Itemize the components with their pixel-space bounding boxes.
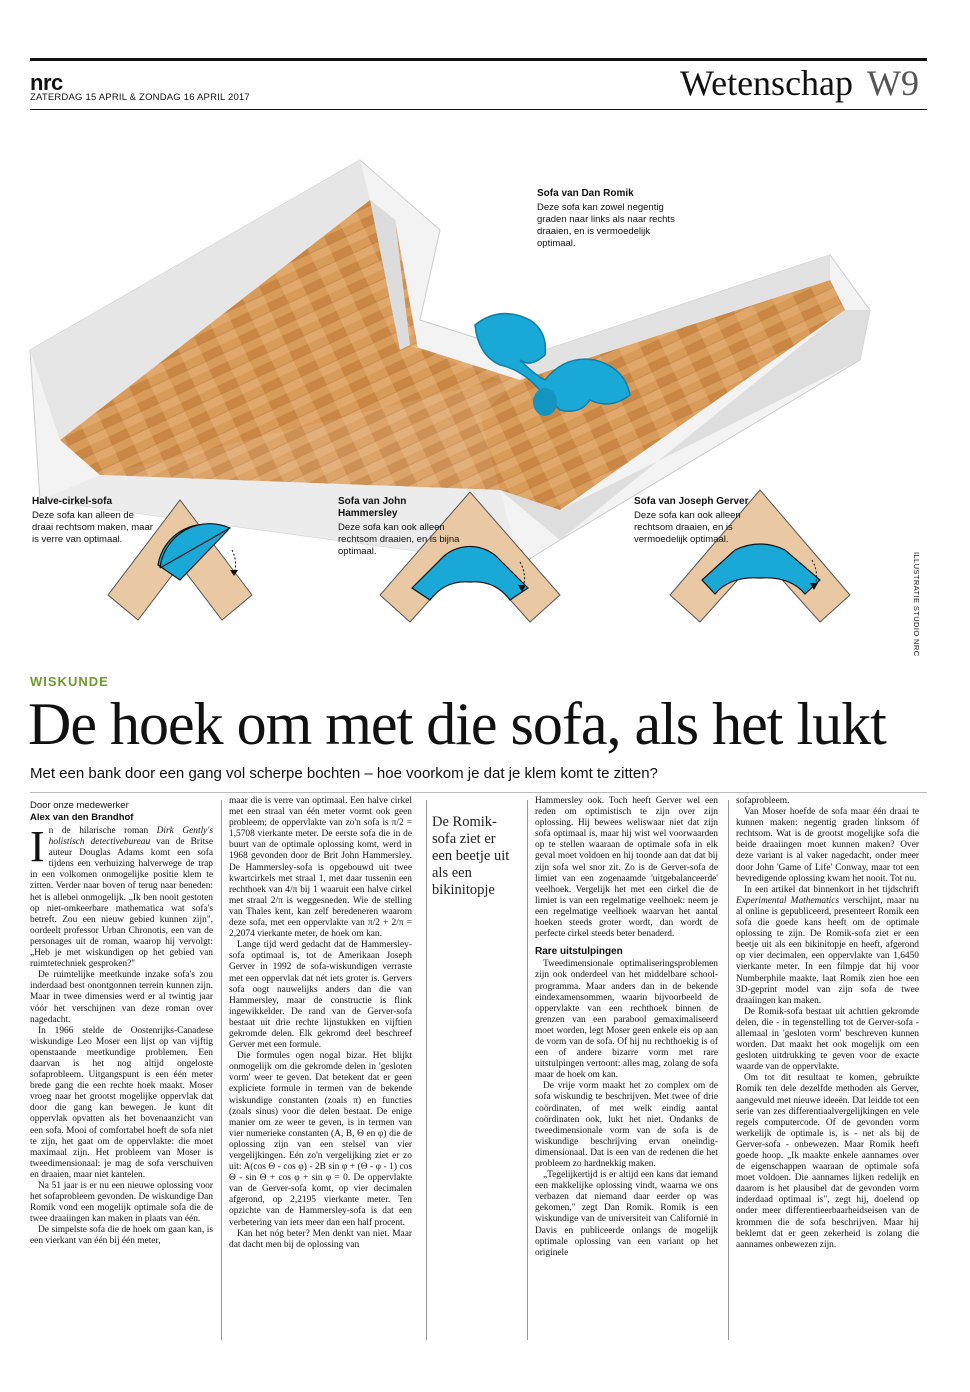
top-rule — [30, 58, 927, 61]
paragraph: sofaprobleem. — [736, 796, 790, 806]
sofa-illustration — [0, 110, 970, 670]
caption-hammersley: Sofa van John Hammersley Deze sofa kan ook alleen rechtsom draaien, en is bijna optimaal. — [338, 496, 460, 557]
byline — [30, 800, 133, 824]
section-title — [680, 62, 919, 104]
brand-logo: nrc — [30, 70, 63, 95]
paragraph: Tweedimensionale optimaliseringsproblemen zijn ook onderdeel van het middelbare school-programma. Maar anders dan in de bekende eindexamensommen, waarin bijvoorbeeld de oppervlakte van een rechthoek binnen de grenzen van een parabool gemaximaliseerd moet worden, legt Moser geen enkele eis op aan de vorm van de sofa. Of hij nu rechthoekig is of een of andere bizarre vorm met rare uitstulpingen vertoont: alles mag, zolang de sofa maar de hoek om kan. — [535, 959, 718, 1081]
article-column-1 — [30, 822, 213, 1248]
headline: De hoek om met die sofa, als het lukt — [28, 691, 886, 757]
author: Alex van den Brandhof — [30, 812, 134, 823]
article-column-2 — [229, 796, 412, 1251]
paragraph: Kan het nóg beter? Men denkt van niet. Maar dat dacht men bij de oplossing van — [229, 1228, 412, 1250]
paragraph: maar die is verre van optimaal. Een halve cirkel met een straal van één meter vormt ook geen probleem; de oppervlakte van zo'n sofa is π/2 = 1,5708 vierkante meter. De eerste sofa die in de buurt van de optimale oplossing komt, werd in 1968 gevonden door de Brit John Hammersley. De Hammersley-sofa is opgebouwd uit twee kwartcirkels met straal 1, met daar tussenin een rechthoek van 4/π bij 1 waaruit een halve cirkel met straal 2/π is weggesneden. Wie de stelling van Thales kent, kan zelf beredeneren waarom deze sofa, met een oppervlakte van π/2 + 2/π = 2,2074 vierkante meter, de hoek om kan. — [229, 796, 412, 940]
byline-pre: Door onze medewerker — [30, 800, 129, 811]
intro: Met een bank door een gang vol scherpe bochten – hoe voorkom je dat je klem komt te zitten? — [30, 765, 658, 782]
paragraph: Die formules ogen nogal bizar. Het blijkt onmogelijk om die gekromde delen in 'gesloten vorm' weer te geven. Dat betekent dat er geen expliciete formule in termen van de bekende wiskundige constanten (zoals π) en functies (zoals sinus) voor die delen bestaat. De enige manier om ze weer te geven, is in termen van vier numerieke constanten (A, B, Θ en φ) die de oplossing zijn van een stelsel van vier vergelijkingen. Eén zo'n vergelijking ziet er zo uit: A(cos Θ - cos φ) - 2B sin φ + (Θ - φ - 1) cos Θ - sin Θ + cos φ + sin φ = 0. De oppervlakte van de Gerver-sofa komt, op vier decimalen afgerond, op 2,2195 vierkante meter. Ten opzichte van de Hammersley-sofa is dat een verbetering van iets meer dan een half procent. — [229, 1051, 412, 1228]
paragraph: „Tegelijkertijd is er altijd een kans dat iemand een makkelijke oplossing vindt, waarna we ons verbazen dat niemand daar eerder op was gekomen," zegt Dan Romik. Romik is een wiskundige van de universiteit van Californië in Davis en publiceerde onlangs de mogelijk optimale oplossing van een variant op het originele — [535, 1170, 718, 1258]
paragraph: Na 51 jaar is er nu een nieuwe oplossing voor het sofaprobleem gevonden. De wiskundige Dan Romik vond een mogelijk optimale sofa die de twee draaiingen kan maken in plaats van één. — [30, 1181, 213, 1225]
kicker: WISKUNDE — [30, 674, 109, 689]
pull-quote: De Romik-sofa ziet er een beetje uit als een bikinitopje — [432, 814, 510, 898]
paragraph: Van Moser hoefde de sofa maar één draai te kunnen maken: negentig graden linksom óf rechtsom. Wat is de grootst mogelijke sofa die beide draaiingen moet kunnen maken? Over deze variant is al vaker nagedacht, onder meer door John 'Game of Life' Conway, maar tot een bevredigende oplossing kwam het nooit. Tot nu. — [736, 807, 919, 884]
paragraph: Om tot dit resultaat te komen, gebruikte Romik ten dele dezelfde methoden als Gerver, aangevuld met nieuwe ideeën. Dat leidde tot een serie van zes differentiaalvergelijkingen en vele regels computercode. Of de gevonden vorm werkelijk de optimale is, is - net als bij de Gerver-sofa - onbewezen. Maar Romik heeft goede hoop. „Ik maakte enkele aannames over de eigenschappen waaraan de optimale sofa moet voldoen. Die aannames lijken redelijk en daarom is het plausibel dat de gevonden vorm inderdaad optimaal is", zegt hij, doelend op onder meer differentieerbaarheidseisen van de krommen die de sofa beschrijven. Maar hij beklemt dat er geen zekerheid is zolang die aannames onbewezen zijn. — [736, 1073, 919, 1250]
paragraph: n de hilarische roman Dirk Gently's holistisch detectivebureau van de Britse auteur Douglas Adams komt een sofa tijdens een verhuizing halverwege de trap in een volkomen onmogelijke positie klem te zitten. Verder naar boven of terug naar beneden: het is allebei onmogelijk. „Ik ben nooit gestoten op niet-omkeerbare mathematica wat sofa's betreft. Zou een nieuw gebied kunnen zijn", oordeelt professor Urban Chronotis, een van de personages uit de roman, waarop hij vervolgt: „Heb je met wiskundigen op het gebied van ruimtetechniek gesproken?" — [30, 826, 213, 970]
caption-halfcircle: Halve-cirkel-sofa Deze sofa kan alleen de draai rechtsom maken, maar is verre van optimaal. — [32, 496, 153, 545]
page-number: W9 — [867, 63, 920, 103]
issue-date: ZATERDAG 15 APRIL & ZONDAG 16 APRIL 2017 — [30, 92, 250, 103]
column-divider — [527, 800, 528, 1340]
column-divider — [728, 800, 729, 1340]
article-column-4 — [736, 796, 919, 1251]
paragraph: Hammersley ook. Toch heeft Gerver wel een reden om optimistisch te zijn over zijn oplossing. Hij bewees weliswaar niet dat zijn sofa optimaal is, maar hij wist wel voorwaarden op te stellen waaraan de optimale sofa in elk geval moet voldoen en hij toonde aan dat dat bij zijn sofa wel snor zit. Zo is de Gerver-sofa de limiet van een zogenaamde 'uitgebalanceerde' veelhoek. Vergelijk het met een cirkel die de limiet is van een regelmatige veelhoek: neem je een regelmatige veelhoek waarvan het aantal hoeken steeds groter wordt, dan wordt de perfecte cirkel steeds beter benaderd. — [535, 796, 718, 940]
caption-romik: Sofa van Dan Romik Deze sofa kan zowel negentig graden naar links als naar rechts draaien, en is vermoedelijk optimaal. — [537, 188, 675, 249]
paragraph: De Romik-sofa bestaat uit achttien gekromde delen, die - in tegenstelling tot de Gerver-sofa - allemaal in 'gesloten vorm' beschreven kunnen worden. Dat maakt het ook mogelijk om een gesloten uitdrukking te geven voor de exacte waarde van de oppervlakte. — [736, 1006, 919, 1073]
drop-cap: I — [30, 822, 45, 871]
subheading: Rare uitstulpingen — [535, 946, 623, 958]
column-divider — [221, 800, 222, 1340]
illustration-credit: ILLUSTRATIE STUDIO NRC — [912, 552, 921, 657]
paragraph: De simpelste sofa die de hoek om gaan kan, is een vierkant van één bij één meter, — [30, 1225, 213, 1247]
caption-gerver: Sofa van Joseph Gerver Deze sofa kan ook alleen rechtsom draaien, en is vermoedelijk optimaal. — [634, 496, 749, 545]
column-divider — [426, 800, 427, 1340]
intro-rule — [30, 792, 927, 793]
paragraph: In een artikel dat binnenkort in het tijdschrift Experimental Mathematics verschijnt, maar nu al online is gepubliceerd, presenteert Romik een sofa die goede kans heeft om de optimale oplossing te zijn. De Romik-sofa ziet er een beetje uit als een bikinitopje en heeft, afgerond op vier decimalen, een oppervlakte van 1,6450 vierkante meter. In een filmpje dat hij voor Numberphile maakte, laat Romik zien hoe een 3D-geprint model van zijn sofa de twee draaiingen kan maken. — [736, 884, 919, 1006]
paragraph: De vrije vorm maakt het zo complex om de sofa wiskundig te beschrijven. Met twee of drie coördinaten, of met welk eindig aantal coördinaten ook, lukt het niet. Ondanks de tweedimensionale vorm van de sofa is de wiskundige beschrijving ervan oneindig-dimensionaal. Dat is een van de redenen die het probleem zo hardnekkig maken. — [535, 1081, 718, 1169]
section-name: Wetenschap — [680, 63, 854, 103]
paragraph: De ruimtelijke meetkunde inzake sofa's zou inderdaad best onontgonnen terrein kunnen zijn. Maar in twee dimensies werd er al twintig jaar vóór het verschijnen van deze roman over nagedacht. — [30, 970, 213, 1025]
article-column-3 — [535, 796, 718, 1259]
paragraph: Lange tijd werd gedacht dat de Hammersley-sofa optimaal is, tot de Amerikaan Joseph Gerver in 1992 de sofa-wiskundigen verraste met een oppervlak dat nét iets groter is. Gervers sofa oogt nauwelijks anders dan die van Hammersley, maar de constructie is flink ingewikkelder. De rand van de Gerver-sofa bestaat uit drie rechte lijnstukken en vijftien gekromde delen. Elk gekromd deel beschreef Gerver met een formule. — [229, 940, 412, 1051]
paragraph: In 1966 stelde de Oostenrijks-Canadese wiskundige Leo Moser een lijst op van vijftig openstaande meetkundige problemen. Een daarvan is het nog altijd ongeloste sofaprobleem. Uitgangspunt is een één meter brede gang die een rechte hoek maakt. Moser vroeg naar het grootst mogelijke oppervlak dat door die gang kan bewegen. Je kunt dit oppervlak opvatten als het bovenaanzicht van een sofa. Mooi of comfortabel hoeft de sofa niet te zijn, het gaat om de oppervlakte: die moet maximaal zijn. Het probleem van Moser is tweedimensionaal: je mag de sofa verschuiven en draaien, maar niet kantelen. — [30, 1025, 213, 1180]
